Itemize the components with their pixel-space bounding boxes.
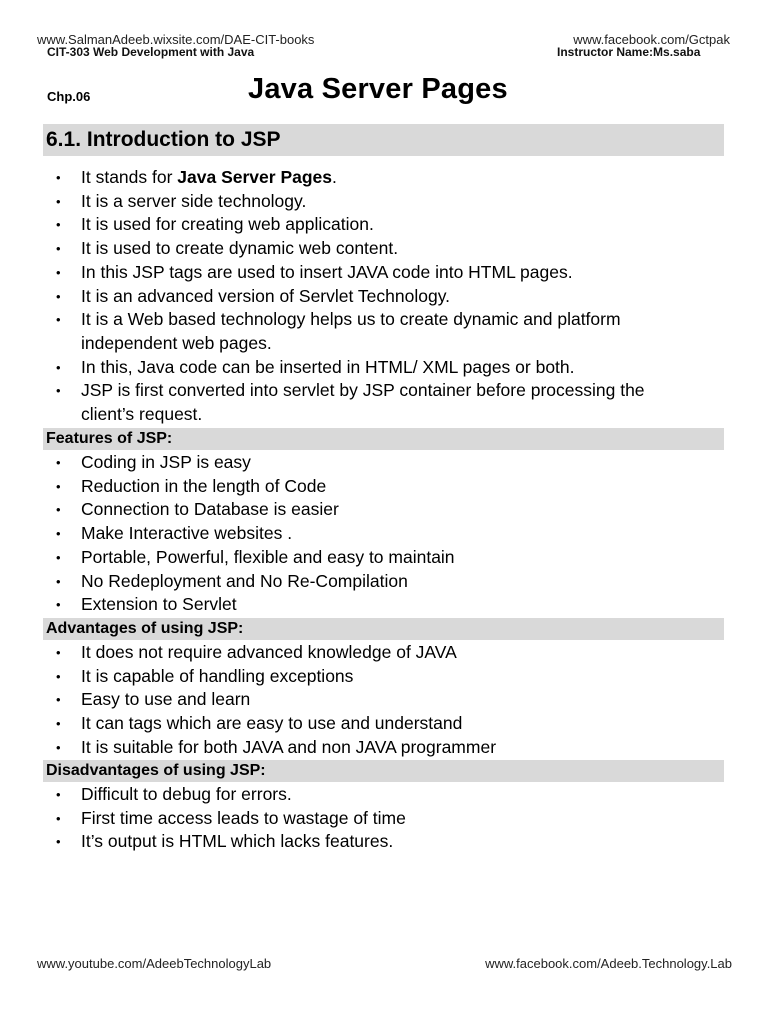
header-url-left[interactable]: www.SalmanAdeeb.wixsite.com/DAE-CIT-books bbox=[37, 32, 315, 47]
list-item: • Connection to Database is easier bbox=[0, 498, 701, 522]
list-item-suffix: . bbox=[332, 167, 337, 187]
page-title: Java Server Pages bbox=[248, 73, 508, 105]
list-item: • Reduction in the length of Code bbox=[0, 475, 701, 499]
list-item-prefix: It stands for bbox=[81, 167, 178, 187]
list-item: • Make Interactive websites . bbox=[0, 522, 701, 546]
list-item: • It is capable of handling exceptions bbox=[0, 665, 701, 689]
list-item: • In this, Java code can be inserted in HTML/ XML pages or both. bbox=[0, 356, 701, 380]
course-name: CIT-303 Web Development with Java bbox=[47, 45, 255, 59]
chapter-label: Chp.06 bbox=[47, 89, 91, 104]
list-item: • It is a Web based technology helps us to create dynamic and platform independent web pages. bbox=[0, 308, 701, 355]
list-item: • In this JSP tags are used to insert JAVA code into HTML pages. bbox=[0, 261, 701, 285]
list-item: • It is suitable for both JAVA and non JAVA programmer bbox=[0, 736, 701, 760]
list-item: • Extension to Servlet bbox=[0, 593, 701, 617]
disadvantages-list bbox=[0, 783, 701, 854]
header-url-right[interactable]: www.facebook.com/Gctpak bbox=[573, 32, 730, 47]
list-item: • It’s output is HTML which lacks features. bbox=[0, 830, 701, 854]
list-item: • It is a server side technology. bbox=[0, 190, 701, 214]
footer-url-left[interactable]: www.youtube.com/AdeebTechnologyLab bbox=[37, 956, 272, 971]
advantages-list bbox=[0, 641, 701, 760]
list-item: • It does not require advanced knowledge of JAVA bbox=[0, 641, 701, 665]
list-item: • It is used to create dynamic web content. bbox=[0, 237, 701, 261]
list-item: • JSP is first converted into servlet by JSP container before processing the client’s request. bbox=[0, 379, 701, 426]
list-item bbox=[0, 166, 701, 190]
list-item: • It is used for creating web application. bbox=[0, 213, 701, 237]
list-item: • First time access leads to wastage of time bbox=[0, 807, 701, 831]
advantages-heading: Advantages of using JSP: bbox=[43, 618, 724, 640]
disadvantages-heading: Disadvantages of using JSP: bbox=[43, 760, 724, 782]
instructor-name: Instructor Name:Ms.saba bbox=[557, 45, 701, 59]
list-item: • Coding in JSP is easy bbox=[0, 451, 701, 475]
list-item: • It can tags which are easy to use and understand bbox=[0, 712, 701, 736]
features-list bbox=[0, 451, 701, 617]
features-heading: Features of JSP: bbox=[43, 428, 724, 450]
list-item: • It is an advanced version of Servlet Technology. bbox=[0, 285, 701, 309]
list-item: • Portable, Powerful, flexible and easy to maintain bbox=[0, 546, 701, 570]
list-item: • No Redeployment and No Re-Compilation bbox=[0, 570, 701, 594]
list-item-bold: Java Server Pages bbox=[177, 167, 333, 187]
intro-list bbox=[0, 166, 701, 427]
list-item: • Difficult to debug for errors. bbox=[0, 783, 701, 807]
section-heading: 6.1. Introduction to JSP bbox=[43, 124, 724, 156]
list-item: • Easy to use and learn bbox=[0, 688, 701, 712]
footer-url-right[interactable]: www.facebook.com/Adeeb.Technology.Lab bbox=[485, 956, 732, 971]
